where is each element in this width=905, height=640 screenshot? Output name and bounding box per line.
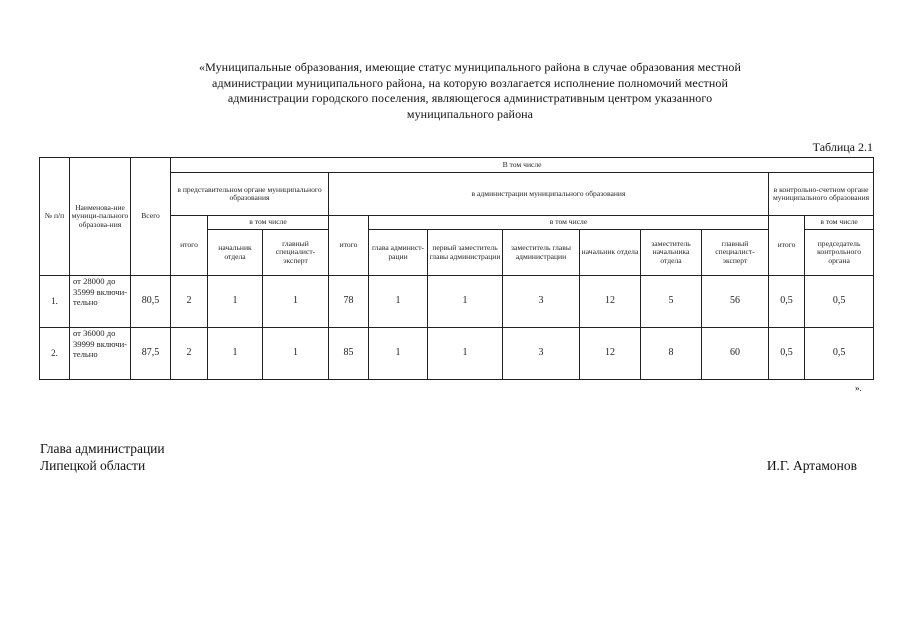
table-row — [40, 276, 874, 328]
heading-line-3: администрации городского поселения, являющегося административным центром указанного — [227, 91, 713, 105]
header-admin-total: итого — [329, 216, 369, 276]
cell-rep-dept-heads: 1 — [208, 328, 263, 380]
header-name: Наименова-ние муници-пального образова-ния — [70, 158, 131, 276]
cell-admin-head: 1 — [369, 328, 428, 380]
row-number: 2. — [40, 328, 70, 380]
cell-admin-first-deputy: 1 — [428, 276, 503, 328]
cell-admin-deputy: 3 — [503, 328, 580, 380]
header-total: Всего — [131, 158, 171, 276]
signature-position-line-1: Глава администрации — [40, 441, 165, 456]
cell-admin-dept-heads: 12 — [580, 276, 641, 328]
cell-rep-expert: 1 — [263, 276, 329, 328]
cell-admin-deputy: 3 — [503, 276, 580, 328]
cell-rep-total: 2 — [171, 328, 208, 380]
header-rep-dept-heads: начальник отдела — [208, 230, 263, 276]
cell-admin-first-deputy: 1 — [428, 328, 503, 380]
header-control-total: итого — [769, 216, 805, 276]
cell-admin-total: 78 — [329, 276, 369, 328]
cell-rep-expert: 1 — [263, 328, 329, 380]
signature-position — [40, 440, 165, 474]
header-num: № п/п — [40, 158, 70, 276]
header-admin-dept-deputy: заместитель начальника отдела — [641, 230, 702, 276]
header-control-including: в том числе — [805, 216, 874, 230]
header-admin-first-deputy: первый заместитель главы администрации — [428, 230, 503, 276]
heading-line-1: «Муниципальные образования, имеющие статус муниципального района в случае образования местной — [199, 60, 741, 74]
cell-total: 80,5 — [131, 276, 171, 328]
header-rep-including: в том числе — [208, 216, 329, 230]
cell-control-total: 0,5 — [769, 328, 805, 380]
cell-control-chair: 0,5 — [805, 276, 874, 328]
cell-admin-dept-deputy: 5 — [641, 276, 702, 328]
cell-admin-dept-heads: 12 — [580, 328, 641, 380]
cell-admin-dept-deputy: 8 — [641, 328, 702, 380]
header-rep-total: итого — [171, 216, 208, 276]
signature-position-line-2: Липецкой области — [40, 458, 146, 473]
cell-total: 87,5 — [131, 328, 171, 380]
header-representative-body: в представительном органе муниципального образования — [171, 173, 329, 216]
header-admin-dept-heads: начальник отдела — [580, 230, 641, 276]
header-rep-expert: главный специалист-эксперт — [263, 230, 329, 276]
header-admin-including: в том числе — [369, 216, 769, 230]
staffing-table — [39, 157, 874, 380]
cell-admin-head: 1 — [369, 276, 428, 328]
header-including: В том числе — [171, 158, 874, 173]
cell-control-chair: 0,5 — [805, 328, 874, 380]
header-admin-head: глава админист-рации — [369, 230, 428, 276]
header-administration: в администрации муниципального образования — [329, 173, 769, 216]
closing-quote-mark: ». — [855, 383, 862, 393]
row-number: 1. — [40, 276, 70, 328]
header-control-chair: председатель контрольного органа — [805, 230, 874, 276]
table-row — [40, 328, 874, 380]
signatory-name: И.Г. Артамонов — [766, 458, 857, 473]
cell-control-total: 0,5 — [769, 276, 805, 328]
row-name: от 36000 до 39999 включи-тельно — [70, 328, 131, 380]
cell-admin-expert: 60 — [702, 328, 769, 380]
document-heading — [150, 60, 790, 122]
heading-line-2: администрации муниципального района, на которую возлагается исполнение полномочий местной — [212, 75, 728, 90]
header-control-body: в контрольно-счетном органе муниципального образования — [769, 173, 874, 216]
cell-rep-total: 2 — [171, 276, 208, 328]
header-admin-deputy: заместитель главы администрации — [503, 230, 580, 276]
cell-rep-dept-heads: 1 — [208, 276, 263, 328]
header-admin-expert: главный специалист-эксперт — [702, 230, 769, 276]
heading-line-4: муниципального района — [406, 106, 534, 121]
cell-admin-expert: 56 — [702, 276, 769, 328]
table-caption: Таблица 2.1 — [812, 140, 873, 154]
cell-admin-total: 85 — [329, 328, 369, 380]
row-name: от 28000 до 35999 включи-тельно — [70, 276, 131, 328]
